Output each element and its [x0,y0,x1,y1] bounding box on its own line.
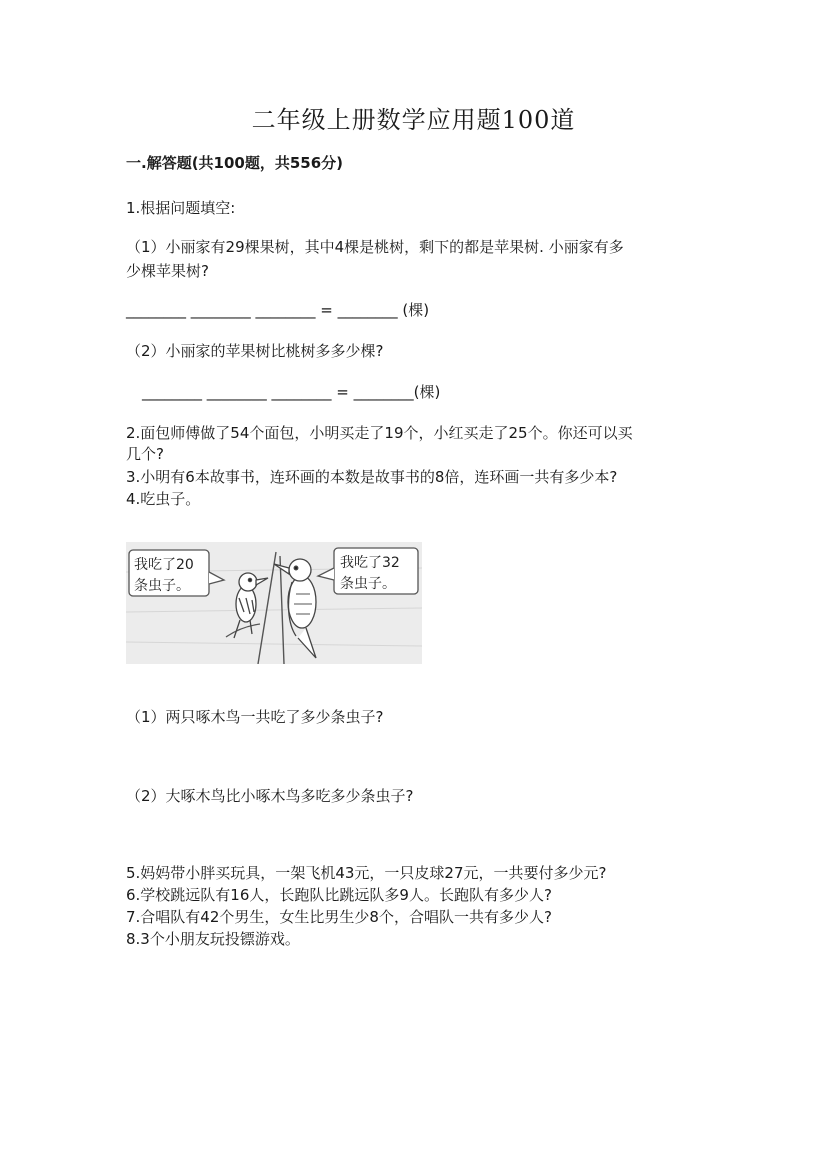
question-3: 3.小明有6本故事书，连环画的本数是故事书的8倍，连环画一共有多少本? [126,468,618,486]
question-6: 6.学校跳远队有16人，长跑队比跳远队多9人。长跑队有多少人? [126,886,552,904]
right-speech-bubble [318,548,418,594]
question-1-part-1-line-1: （1）小丽家有29棵果树，其中4棵是桃树，剩下的都是苹果树. 小丽家有多 [126,238,624,256]
question-1-answer-blanks-1: ________ ________ ________ = ________ (棵) [126,301,430,319]
left-bubble-line-2: 条虫子。 [134,578,190,594]
left-speech-bubble [129,550,224,596]
question-4-part-2: （2）大啄木鸟比小啄木鸟多吃多少条虫子? [126,787,414,805]
section-heading: 一.解答题(共100题，共556分) [126,154,344,172]
question-4-part-1: （1）两只啄木鸟一共吃了多少条虫子? [126,708,384,726]
question-7: 7.合唱队有42个男生，女生比男生少8个，合唱队一共有多少人? [126,908,552,926]
left-bubble-line-1: 我吃了20 [134,557,194,573]
woodpecker-illustration [126,542,422,664]
small-woodpecker [234,573,268,638]
page-title: 二年级上册数学应用题100道 [251,106,576,134]
question-2-line-2: 几个? [126,445,164,463]
question-1-part-2: （2）小丽家的苹果树比桃树多多少棵? [126,342,384,360]
question-1-stem: 1.根据问题填空: [126,199,236,217]
question-8: 8.3个小朋友玩投镖游戏。 [126,930,300,948]
right-bubble-line-1: 我吃了32 [340,555,400,571]
question-2-line-1: 2.面包师傅做了54个面包，小明买走了19个，小红买走了25个。你还可以买 [126,424,633,442]
question-1-answer-blanks-2: ________ ________ ________ = ________(棵) [142,383,441,401]
question-4-stem: 4.吃虫子。 [126,490,201,508]
question-5: 5.妈妈带小胖买玩具，一架飞机43元，一只皮球27元，一共要付多少元? [126,864,607,882]
right-bubble-line-2: 条虫子。 [340,576,396,592]
question-1-part-1-line-2: 少棵苹果树? [126,262,209,280]
